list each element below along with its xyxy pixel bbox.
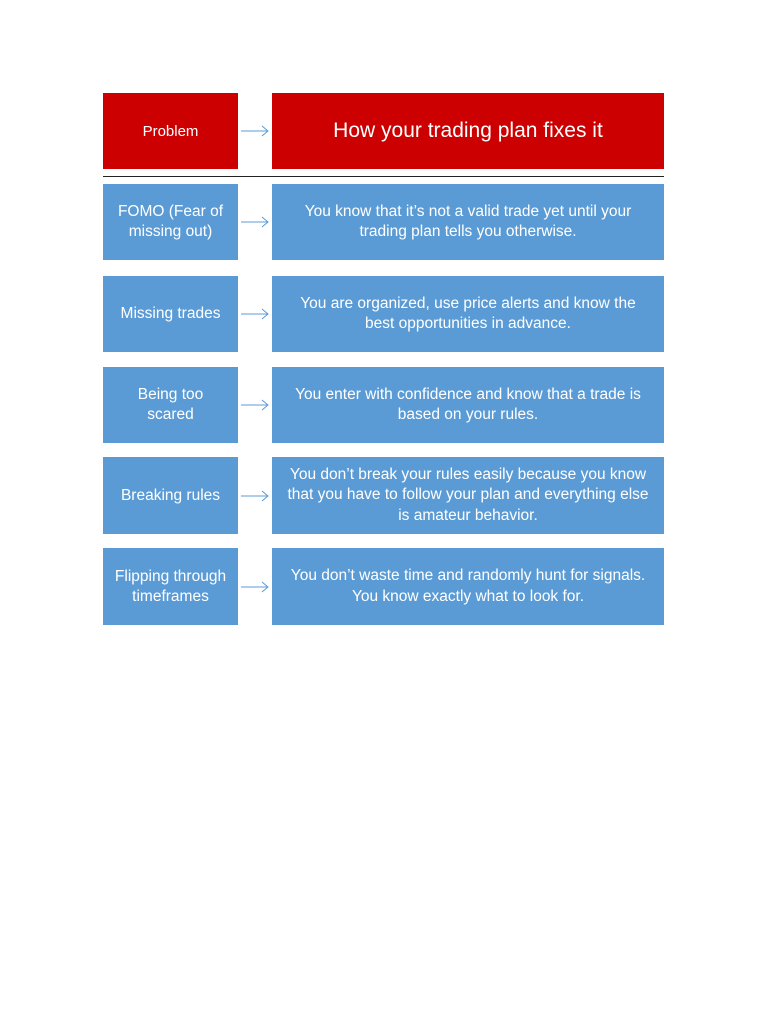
- row-arrow-icon: [240, 216, 270, 228]
- row-arrow-icon: [240, 581, 270, 593]
- row-arrow-icon: [240, 490, 270, 502]
- problem-box-flipping-timeframes: Flipping through timeframes: [103, 548, 238, 625]
- fix-box-being-too-scared: You enter with confidence and know that a trade is based on your rules.: [272, 367, 664, 443]
- fix-box-breaking-rules: You don’t break your rules easily because you know that you have to follow your plan and everything else is amateur behavior.: [272, 457, 664, 534]
- fix-box-fomo: You know that it’s not a valid trade yet until your trading plan tells you otherwise.: [272, 184, 664, 260]
- header-divider: [103, 176, 664, 177]
- problem-box-being-too-scared: Being too scared: [103, 367, 238, 443]
- fix-box-missing-trades: You are organized, use price alerts and know the best opportunities in advance.: [272, 276, 664, 352]
- problem-box-missing-trades: Missing trades: [103, 276, 238, 352]
- header-arrow-icon: [240, 125, 270, 137]
- problem-header: Problem: [103, 93, 238, 169]
- row-arrow-icon: [240, 308, 270, 320]
- fix-box-flipping-timeframes: You don’t waste time and randomly hunt for signals. You know exactly what to look for.: [272, 548, 664, 625]
- row-arrow-icon: [240, 399, 270, 411]
- solution-header: How your trading plan fixes it: [272, 93, 664, 169]
- problem-box-fomo: FOMO (Fear of missing out): [103, 184, 238, 260]
- problem-box-breaking-rules: Breaking rules: [103, 457, 238, 534]
